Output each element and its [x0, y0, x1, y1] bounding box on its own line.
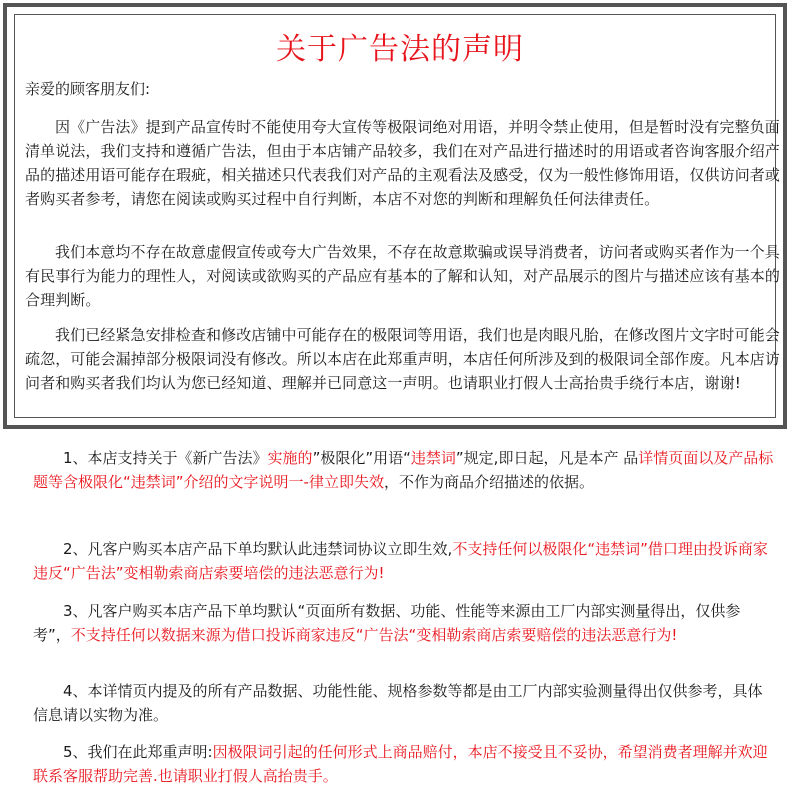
- notice-4: [33, 679, 775, 727]
- declaration-paragraph-1: 因《广告法》提到产品宣传时不能使用夸大宣传等极限词绝对用语，并明令禁止使用，但是暂时没有完整负面清单说法，我们支持和遵循广告法，但由于本店铺产品较多，我们在对产品进行描述时的用语或者咨询客服介绍产品的描述用语可能存在瑕疵，相关描述只代表我们对产品的主观看法及感受，仅为一般性修饰用语，仅供访问者或者购买者参考，请您在阅读或购买过程中自行判断，本店不对您的判断和理解负任何法律责任。: [25, 118, 781, 208]
- declaration-paragraph-3: 我们已经紧急安排检查和修改店铺中可能存在的极限词等用语，我们也是肉眼凡胎，在修改图片文字时可能会疏忽，可能会漏掉部分极限词没有修改。所以本店在此郑重声明，本店任何所涉及到的极限词全部作废。凡本店访问者和购买者我们均认为您已经知道、理解并已同意这一声明。也请职业打假人士高抬贵手绕行本店，谢谢!: [25, 326, 781, 392]
- notice-5: [33, 740, 775, 788]
- notice-4-text: 4、本详情页内提及的所有产品数据、功能性能、规格参数等都是由工厂内部实验测量得出仅供参考，具体信息请以实物为准。: [33, 682, 763, 724]
- declaration-paragraph-2: 我们本意均不存在故意虚假宣传或夸大广告效果，不存在故意欺骗或误导消费者，访问者或购买者作为一个具有民事行为能力的理性人，对阅读或欲购买的产品应有基本的了解和认知，对产品展示的图片与描述应该有基本的合理判断。: [25, 243, 781, 309]
- page-title: 关于广告法的声明: [276, 32, 524, 67]
- notice-1-text-a: 1、本店支持关于《新广告法》: [63, 449, 268, 467]
- notice-1-text-d: ，不作为商品介绍描述的依据。: [383, 473, 594, 491]
- notice-1-red-a: 实施的: [267, 449, 313, 467]
- notice-2-text: 2、凡客户购买本店产品下单均默认此违禁词协议立即生效,: [63, 540, 453, 558]
- notice-2-red: 不支持任何以极限化“违禁词”借口理由投诉商家违反“广告法”变相勒索商店索要培偿的违法恶意行为!: [33, 540, 768, 582]
- greeting: 亲爱的顾客朋友们:: [25, 80, 151, 98]
- notice-3-red: 不支持任何以数据来源为借口投诉商家违反“广告法“变相勒索商店索要赔偿的违法恶意行为!: [70, 626, 678, 644]
- notice-1-red-c: 详情页面以及产品标题等含极限化“违禁词”介绍的文字说明一-律立即失效: [33, 449, 774, 491]
- notice-5-text: 5、我们在此郑重声明:: [63, 743, 213, 761]
- notice-3-text: 3、凡客户购买本店产品下单均默认“页面所有数据、功能、性能等来源由工厂内部实测量得出，仅供参考”，: [33, 602, 741, 644]
- notice-1-text-c: ”规定,即日起，凡是本产 品: [455, 449, 639, 467]
- notice-1-red-b: 违禁词: [410, 449, 456, 467]
- notice-1-text-b: ”极限化”用语“: [312, 449, 411, 467]
- notice-2: [33, 537, 775, 585]
- notice-1: [33, 446, 775, 494]
- notice-5-red: 因极限词引起的任何形式上商品赔付，本店不接受且不妥协，希望消费者理解并欢迎联系客服帮助完善.也请职业打假人高抬贵手。: [33, 743, 768, 785]
- notice-3: [33, 599, 775, 647]
